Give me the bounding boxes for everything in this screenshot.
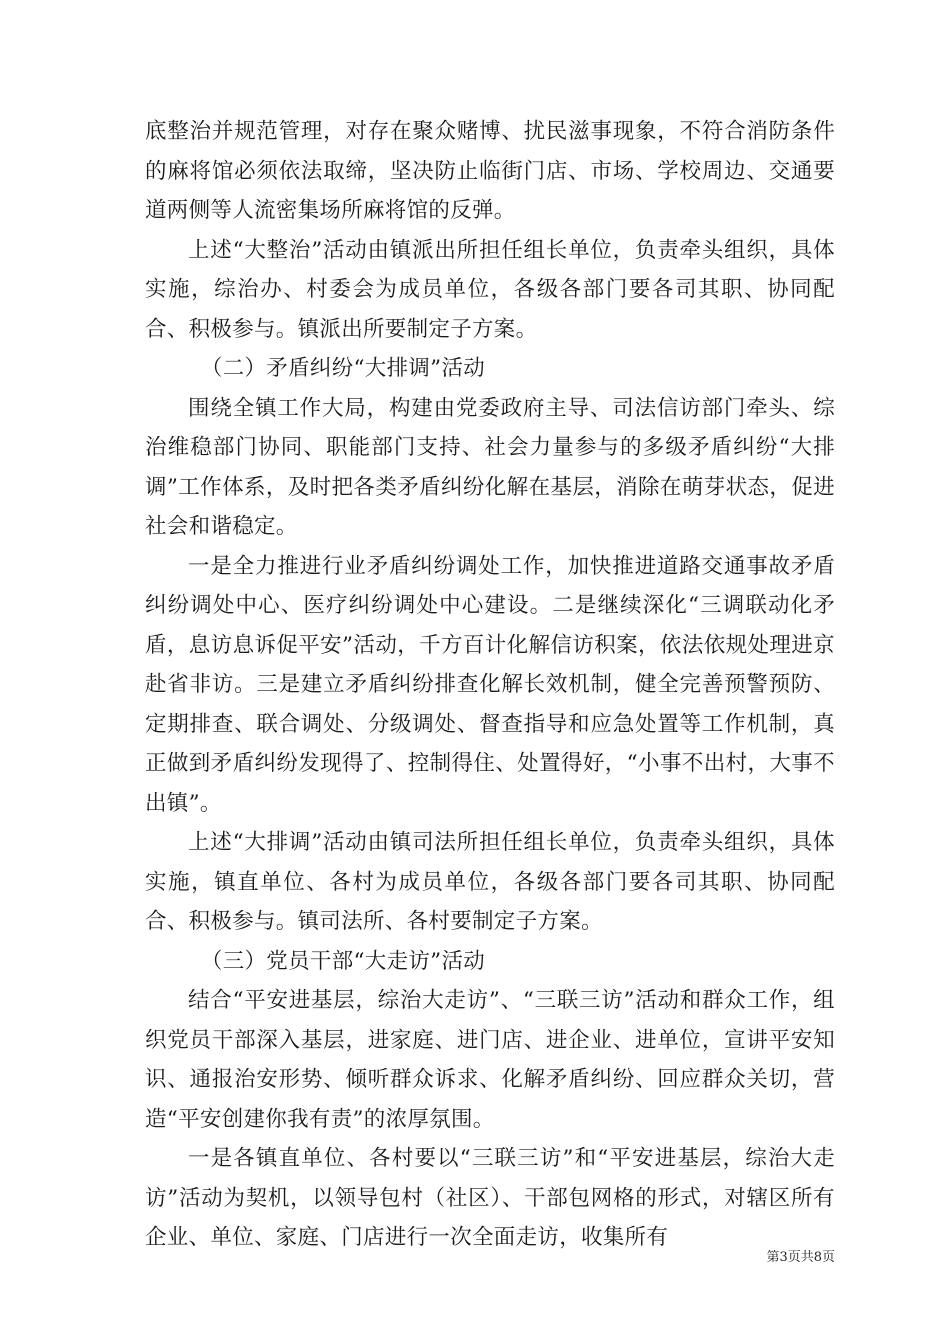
section-heading-3: （三）党员干部“大走访”活动: [200, 948, 486, 974]
paragraph-5: 上述“大排调”活动由镇司法所担任组长单位，负责牵头组织，具体实施，镇直单位、各村为成员单位，各级各部门要各司其职、协同配合、积极参与。镇司法所、各村要制定子方案。: [145, 830, 835, 934]
paragraph-4: 一是全力推进行业矛盾纠纷调处工作，加快推进道路交通事故矛盾纠纷调处中心、医疗纠纷调处中心建设。二是继续深化“三调联动化矛盾，息访息诉促平安”活动，千方百计化解信访积案，依法依规处理进京赴省非访。三是建立矛盾纠纷排查化解长效机制，健全完善预警预防、定期排查、联合调处、分级调处、督查指导和应急处置等工作机制，真正做到矛盾纠纷发现得了、控制得住、处置得好，“小事不出村，大事不出镇”。: [145, 553, 835, 816]
paragraph-1: 底整治并规范管理，对存在聚众赌博、扰民滋事现象，不符合消防条件的麻将馆必须依法取缔，坚决防止临街门店、市场、学校周边、交通要道两侧等人流密集场所麻将馆的反弹。: [145, 119, 835, 223]
paragraph-3: 围绕全镇工作大局，构建由党委政府主导、司法信访部门牵头、综治维稳部门协同、职能部门支持、社会力量参与的多级矛盾纠纷“大排调”工作体系，及时把各类矛盾纠纷化解在基层，消除在萌芽状态，促进社会和谐稳定。: [145, 395, 835, 539]
paragraph-6: 结合“平安进基层，综治大走访”、“三联三访”活动和群众工作，组织党员干部深入基层，进家庭、进门店、进企业、进单位，宣讲平安知识、通报治安形势、倾听群众诉求、化解矛盾纠纷、回应群众关切，营造“平安创建你我有责”的浓厚氛围。: [145, 988, 835, 1132]
page-number: 第3页共8页: [766, 1250, 835, 1265]
section-heading-2: （二）矛盾纠纷“大排调”活动: [200, 356, 486, 381]
paragraph-2: 上述“大整治”活动由镇派出所担任组长单位，负责牵头组织，具体实施，综治办、村委会为成员单位，各级各部门要各司其职、协同配合、积极参与。镇派出所要制定子方案。: [145, 237, 835, 342]
paragraph-7: 一是各镇直单位、各村要以“三联三访”和“平安进基层，综治大走访”活动为契机，以领导包村（社区）、干部包网格的形式，对辖区所有企业、单位、家庭、门店进行一次全面走访，收集所有: [145, 1146, 835, 1250]
document-body: [145, 112, 835, 1258]
